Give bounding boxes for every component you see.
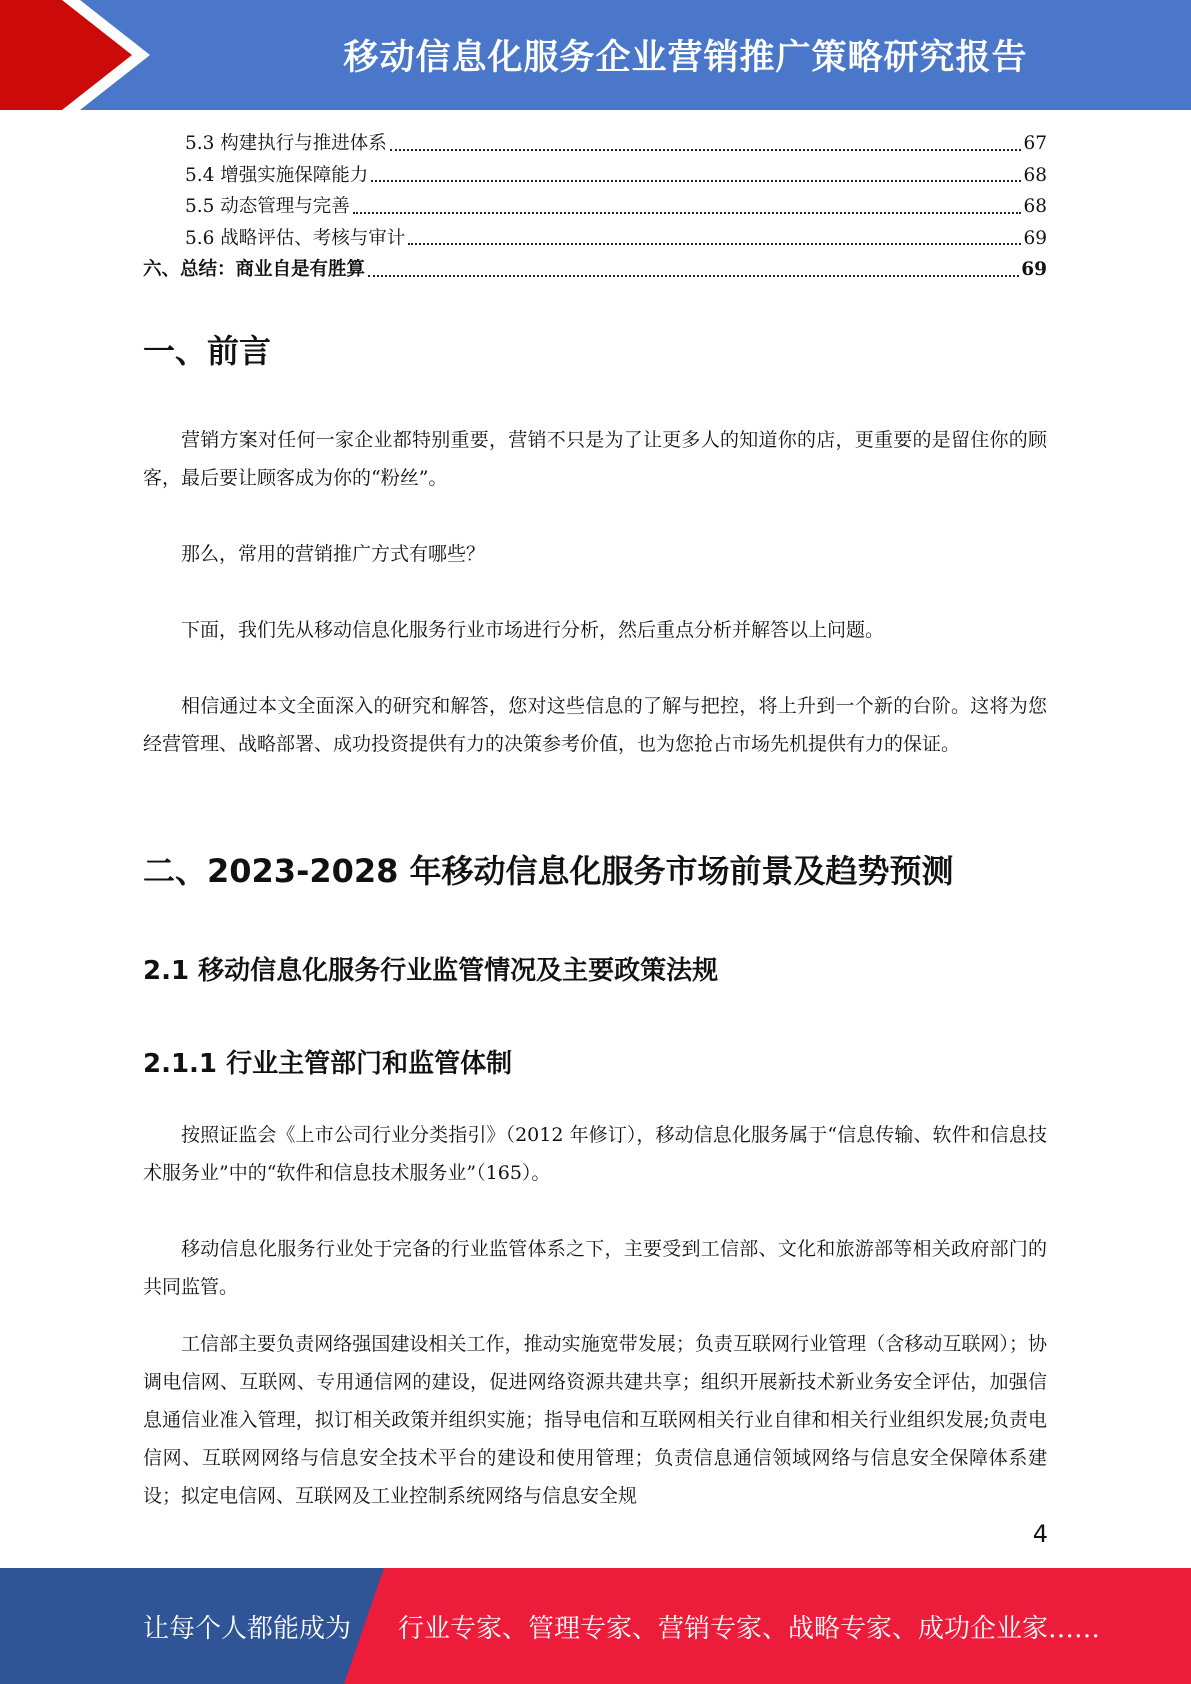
toc-entry[interactable]	[143, 128, 1047, 160]
footer-slogan-right: 行业专家、管理专家、营销专家、战略专家、成功企业家……	[398, 1613, 1101, 1644]
toc-dot-leader	[353, 212, 1022, 214]
paragraph: 移动信息化服务行业处于完备的行业监管体系之下，主要受到工信部、文化和旅游部等相关政府部门的共同监管。	[143, 1238, 1047, 1298]
subsection-heading: 2.1 移动信息化服务行业监管情况及主要政策法规	[143, 956, 719, 986]
paragraph: 工信部主要负责网络强国建设相关工作，推动实施宽带发展；负责互联网行业管理（含移动互联网）；协调电信网、互联网、专用通信网的建设，促进网络资源共建共享；组织开展新技术新业务安全评估，加强信息通信业准入管理，拟订相关政策并组织实施；指导电信和互联网相关行业自律和相关行业组织发展;负责电信网、互联网网络与信息安全技术平台的建设和使用管理；负责信息通信领域网络与信息安全保障体系建设；拟定电信网、互联网及工业控制系统网络与信息安全规	[143, 1333, 1047, 1507]
toc-entry-label: 5.3 构建执行与推进体系	[185, 133, 387, 154]
section-heading-preface: 一、前言	[143, 332, 272, 370]
toc-entry-label: 5.4 增强实施保障能力	[185, 164, 369, 186]
toc-entry-page: 68	[1023, 164, 1047, 186]
toc-dot-leader	[408, 243, 1021, 245]
toc-dot-leader	[390, 149, 1022, 151]
paragraph: 按照证监会《上市公司行业分类指引》（2012 年修订），移动信息化服务属于“信息传输、软件和信息技术服务业”中的“软件和信息技术服务业”（165）。	[143, 1124, 1047, 1184]
subsection-heading: 2.1.1 行业主管部门和监管体制	[143, 1049, 513, 1079]
page-header-banner	[0, 0, 1191, 110]
paragraph: 下面，我们先从移动信息化服务行业市场进行分析，然后重点分析并解答以上问题。	[181, 619, 885, 641]
toc-entry-page: 69	[1023, 227, 1047, 249]
table-of-contents	[143, 128, 1047, 286]
paragraph: 营销方案对任何一家企业都特别重要，营销不只是为了让更多人的知道你的店，更重要的是留住你的顾客，最后要让顾客成为你的“粉丝”。	[143, 429, 1047, 489]
report-title: 移动信息化服务企业营销推广策略研究报告	[343, 38, 1028, 78]
toc-dot-leader	[371, 180, 1021, 182]
toc-dot-leader	[368, 275, 1019, 277]
toc-entry[interactable]	[143, 191, 1047, 223]
toc-entry-label: 5.5 动态管理与完善	[185, 196, 350, 217]
toc-entry[interactable]	[143, 160, 1047, 192]
page-number: 4	[1032, 1520, 1048, 1548]
toc-entry-label: 5.6 战略评估、考核与审计	[185, 227, 406, 249]
paragraph: 那么，常用的营销推广方式有哪些？	[181, 543, 486, 565]
footer-slogan-left: 让每个人都能成为	[143, 1613, 352, 1644]
toc-entry[interactable]	[143, 223, 1047, 255]
section-heading-market-outlook: 二、2023-2028 年移动信息化服务市场前景及趋势预测	[143, 852, 954, 890]
paragraph: 相信通过本文全面深入的研究和解答，您对这些信息的了解与把控，将上升到一个新的台阶。这将为您经营管理、战略部署、成功投资提供有力的决策参考价值，也为您抢占市场先机提供有力的保证。	[143, 695, 1047, 755]
toc-entry-page: 68	[1023, 196, 1047, 217]
toc-entry-page: 69	[1021, 259, 1047, 280]
page-footer-banner	[0, 1568, 1191, 1684]
toc-entry-label: 六、总结：商业自是有胜算	[143, 259, 366, 280]
toc-entry[interactable]	[143, 254, 1047, 286]
toc-entry-page: 67	[1023, 133, 1047, 154]
